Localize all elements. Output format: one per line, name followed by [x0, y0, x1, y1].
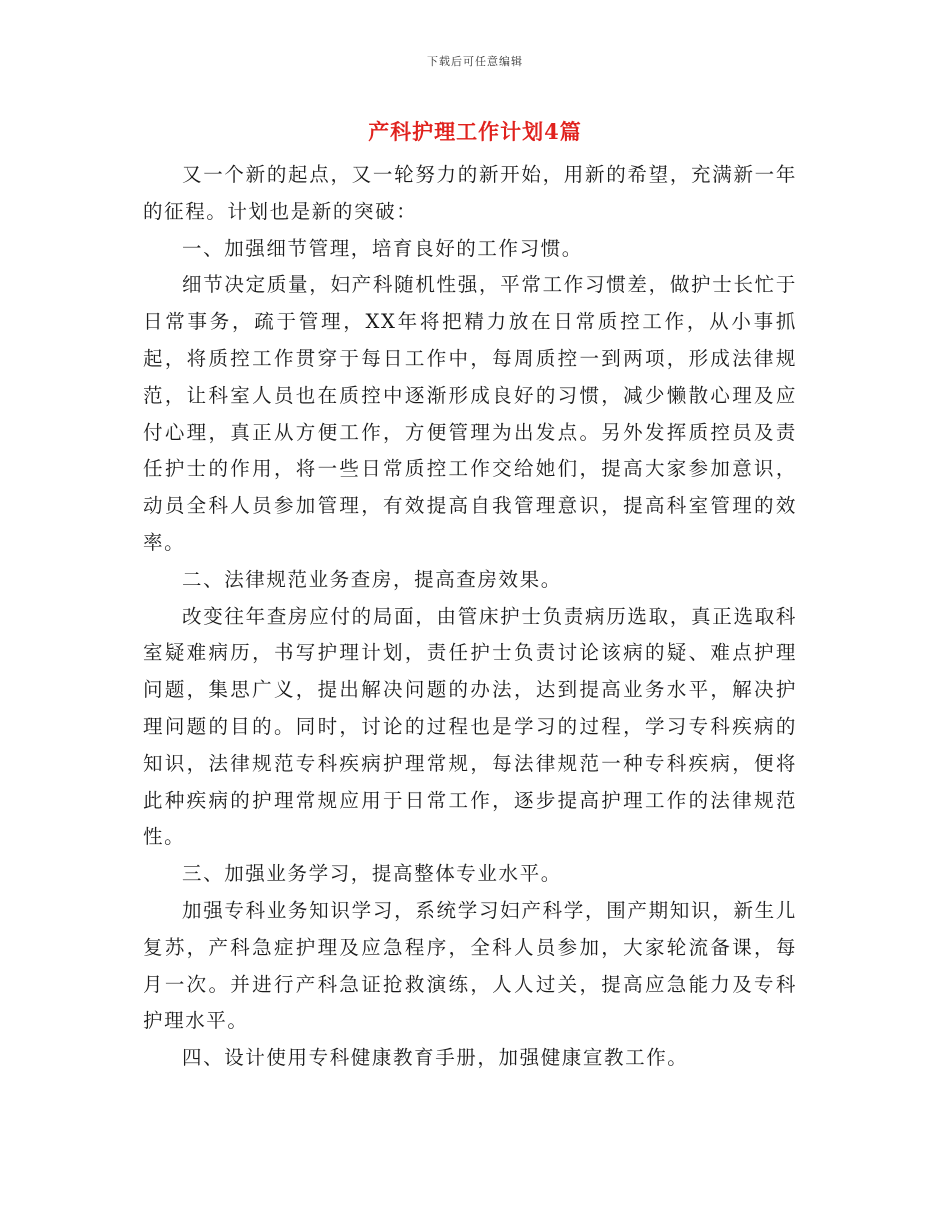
section-heading-1: 一、加强细节管理，培育良好的工作习惯。: [182, 236, 583, 260]
section-heading-3: 三、加强业务学习，提高整体专业水平。: [182, 862, 562, 886]
section-paragraph-3: 加强专科业务知识学习，系统学习妇产科学，围产期知识，新生儿复苏，产科急症护理及应急程序，全科人员参加，大家轮流备课，每月一次。并进行产科急证抢救演练，人人过关，提高应急能力及专科护理水平。: [143, 898, 797, 1033]
section-paragraph-2: 改变往年查房应付的局面，由管床护士负责病历选取，真正选取科室疑难病历，书写护理计划，责任护士负责讨论该病的疑、难点护理问题，集思广义，提出解决问题的办法，达到提高业务水平，解决护理问题的目的。同时，讨论的过程也是学习的过程，学习专科疾病的知识，法律规范专科疾病护理常规，每法律规范一种专科疾病，便将此种疾病的护理常规应用于日常工作，逐步提高护理工作的法律规范性。: [143, 604, 797, 849]
document-title: 产科护理工作计划4篇: [368, 119, 582, 144]
header-note: 下载后可任意编辑: [427, 55, 523, 68]
intro-paragraph: 又一个新的起点，又一轮努力的新开始，用新的希望，充满新一年的征程。计划也是新的突破：: [143, 163, 797, 223]
section-heading-4: 四、设计使用专科健康教育手册，加强健康宣教工作。: [182, 1046, 689, 1070]
document-body: [143, 157, 797, 1077]
section-heading-2: 二、法律规范业务查房，提高查房效果。: [182, 567, 562, 591]
section-paragraph-1: 细节决定质量，妇产科随机性强，平常工作习惯差，做护士长忙于日常事务，疏于管理，XX年将把精力放在日常质控工作，从小事抓起，将质控工作贯穿于每日工作中，每周质控一到两项，形成法律规范，让科室人员也在质控中逐渐形成良好的习惯，减少懒散心理及应付心理，真正从方便工作，方便管理为出发点。另外发挥质控员及责任护士的作用，将一些日常质控工作交给她们，提高大家参加意识，动员全科人员参加管理，有效提高自我管理意识，提高科室管理的效率。: [143, 273, 797, 554]
